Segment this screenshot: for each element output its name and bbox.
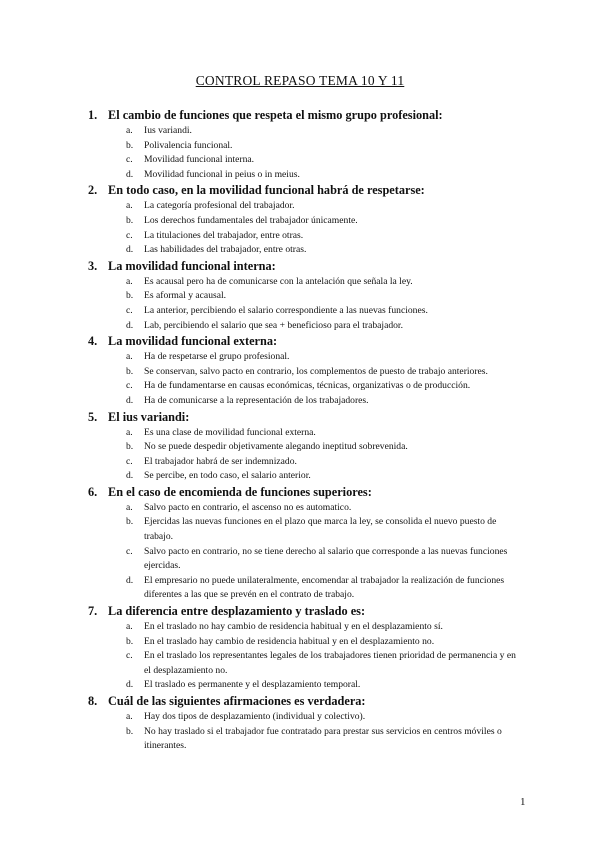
option-list [0, 350, 600, 408]
question-text: La movilidad funcional externa: [108, 334, 278, 349]
option-text: Movilidad funcional interna. [144, 154, 255, 166]
option-text: Salvo pacto en contrario, no se tiene derecho al salario que corresponde a las nuevas funciones ejercidas. [144, 545, 508, 572]
option-letter: d. [126, 168, 134, 180]
question-number: 2. [88, 183, 98, 198]
option-text: En el traslado hay cambio de residencia habitual y en el desplazamiento no. [144, 635, 435, 647]
option-text: Movilidad funcional in peius o in meius. [144, 168, 300, 180]
option-letter: a. [126, 125, 133, 136]
answer-option [0, 229, 600, 244]
answer-option [0, 168, 600, 183]
option-text: Ius variandi. [144, 125, 192, 136]
answer-option [0, 289, 600, 304]
option-letter: b. [126, 139, 134, 151]
option-letter: a. [126, 426, 133, 438]
option-letter: d. [126, 679, 134, 691]
option-letter: a. [126, 200, 133, 212]
option-text: Hay dos tipos de desplazamiento (individual y colectivo). [144, 711, 366, 722]
option-list [0, 426, 600, 484]
option-letter: b. [126, 214, 134, 226]
question-heading [0, 108, 600, 122]
option-letter: b. [126, 725, 134, 737]
question-number: 4. [88, 334, 98, 349]
option-letter: c. [126, 650, 133, 662]
answer-option [0, 545, 600, 574]
question-heading [0, 485, 600, 499]
question-number: 1. [88, 108, 98, 122]
answer-option [0, 304, 600, 319]
answer-option [0, 440, 600, 455]
answer-option [0, 243, 600, 258]
option-letter: b. [126, 635, 134, 647]
option-letter: b. [126, 516, 134, 528]
answer-option [0, 649, 600, 678]
answer-option [0, 139, 600, 154]
option-letter: b. [126, 365, 134, 377]
option-text: El trabajador habrá de ser indemnizado. [144, 455, 297, 467]
question-list [0, 108, 600, 755]
option-text: En el traslado no hay cambio de residencia habitual y en el desplazamiento sí. [144, 621, 443, 633]
question-text: El cambio de funciones que respeta el mismo grupo profesional: [108, 108, 443, 122]
question-text: Cuál de las siguientes afirmaciones es verdadera: [108, 694, 366, 708]
option-letter: c. [126, 154, 133, 166]
option-letter: d. [126, 394, 134, 406]
question-heading [0, 259, 600, 273]
answer-option [0, 214, 600, 229]
option-letter: a. [126, 711, 133, 722]
question-number: 6. [88, 484, 98, 499]
option-text: La anterior, percibiendo el salario correspondiente a las nuevas funciones. [144, 304, 428, 316]
question-heading [0, 410, 600, 424]
question-text: La movilidad funcional interna: [108, 258, 276, 273]
option-letter: a. [126, 621, 133, 633]
question-number: 8. [88, 694, 98, 708]
question-heading [0, 334, 600, 348]
option-text: Lab, percibiendo el salario que sea + beneficioso para el trabajador. [144, 319, 403, 331]
option-letter: a. [126, 275, 133, 287]
option-list [0, 710, 600, 754]
option-text: Ha de fundamentarse en causas económicas, técnicas, organizativas o de producción. [144, 380, 471, 392]
option-letter: c. [126, 380, 133, 392]
question-number: 7. [88, 604, 98, 619]
answer-option [0, 379, 600, 394]
option-text: La categoría profesional del trabajador. [144, 200, 295, 212]
option-list [0, 124, 600, 182]
option-text: En el traslado los representantes legales de los trabajadores tienen prioridad de permanencia y en el desplazamiento no. [144, 650, 516, 676]
option-text: Ha de comunicarse a la representación de los trabajadores. [144, 394, 369, 406]
option-letter: a. [126, 351, 133, 363]
question-1 [0, 108, 600, 182]
answer-option [0, 319, 600, 334]
question-text: En el caso de encomienda de funciones superiores: [108, 484, 372, 499]
question-text: El ius variandi: [108, 409, 190, 424]
answer-option [0, 394, 600, 409]
option-letter: d. [126, 470, 134, 482]
answer-option [0, 725, 600, 754]
question-6 [0, 485, 600, 603]
option-letter: b. [126, 441, 134, 453]
option-letter: c. [126, 455, 133, 467]
option-text: Se percibe, en todo caso, el salario anterior. [144, 470, 311, 482]
option-text: Es aformal y acausal. [144, 290, 227, 302]
answer-option [0, 678, 600, 693]
option-text: Los derechos fundamentales del trabajador únicamente. [144, 214, 358, 226]
option-text: Polivalencia funcional. [144, 139, 233, 151]
option-text: Salvo pacto en contrario, el ascenso no es automatico. [144, 501, 352, 513]
option-letter: d. [126, 319, 134, 331]
page-number: 1 [520, 796, 526, 808]
option-list [0, 620, 600, 693]
answer-option [0, 199, 600, 214]
option-text: Ha de respetarse el grupo profesional. [144, 351, 290, 363]
question-heading [0, 604, 600, 618]
option-text: Las habilidades del trabajador, entre otras. [144, 244, 307, 256]
option-letter: c. [126, 304, 133, 316]
question-3 [0, 259, 600, 333]
option-text: No se puede despedir objetivamente alegando ineptitud sobrevenida. [144, 441, 408, 453]
answer-option [0, 501, 600, 516]
option-letter: c. [126, 545, 133, 557]
answer-option [0, 350, 600, 365]
answer-option [0, 426, 600, 441]
option-list [0, 199, 600, 257]
question-heading [0, 183, 600, 197]
option-text: No hay traslado si el trabajador fue contratado para prestar sus servicios en centros móviles o itinerantes. [144, 725, 502, 752]
question-7 [0, 604, 600, 693]
answer-option [0, 635, 600, 650]
option-letter: b. [126, 290, 134, 302]
question-8 [0, 694, 600, 754]
answer-option [0, 710, 600, 725]
question-number: 5. [88, 409, 98, 424]
option-text: Es una clase de movilidad funcional externa. [144, 426, 316, 438]
question-text: En todo caso, en la movilidad funcional habrá de respetarse: [108, 183, 425, 198]
answer-option [0, 455, 600, 470]
answer-option [0, 124, 600, 139]
question-2 [0, 183, 600, 257]
option-text: Se conservan, salvo pacto en contrario, los complementos de puesto de trabajo anteriores. [144, 365, 488, 377]
option-list [0, 501, 600, 603]
option-letter: c. [126, 229, 133, 241]
option-text: Ejercidas las nuevas funciones en el plazo que marca la ley, se consolida el nuevo puesto de trabajo. [144, 516, 497, 543]
answer-option [0, 365, 600, 380]
option-text: El traslado es permanente y el desplazamiento temporal. [144, 679, 361, 691]
answer-option [0, 574, 600, 603]
option-text: La titulaciones del trabajador, entre otras. [144, 229, 304, 241]
question-number: 3. [88, 258, 98, 273]
option-letter: d. [126, 574, 134, 586]
question-heading [0, 694, 600, 708]
option-letter: a. [126, 501, 133, 513]
document-title: CONTROL REPASO TEMA 10 Y 11 [195, 73, 405, 88]
option-list [0, 275, 600, 333]
question-4 [0, 334, 600, 408]
answer-option [0, 620, 600, 635]
answer-option [0, 153, 600, 168]
question-text: La diferencia entre desplazamiento y traslado es: [108, 604, 366, 619]
answer-option [0, 469, 600, 484]
option-text: El empresario no puede unilateralmente, encomendar al trabajador la realización de funciones diferentes a las que se prevén en el contrato de trabajo. [144, 574, 505, 601]
option-text: Es acausal pero ha de comunicarse con la antelación que señala la ley. [144, 275, 413, 287]
option-letter: d. [126, 244, 134, 256]
answer-option [0, 515, 600, 544]
question-5 [0, 410, 600, 484]
answer-option [0, 275, 600, 290]
